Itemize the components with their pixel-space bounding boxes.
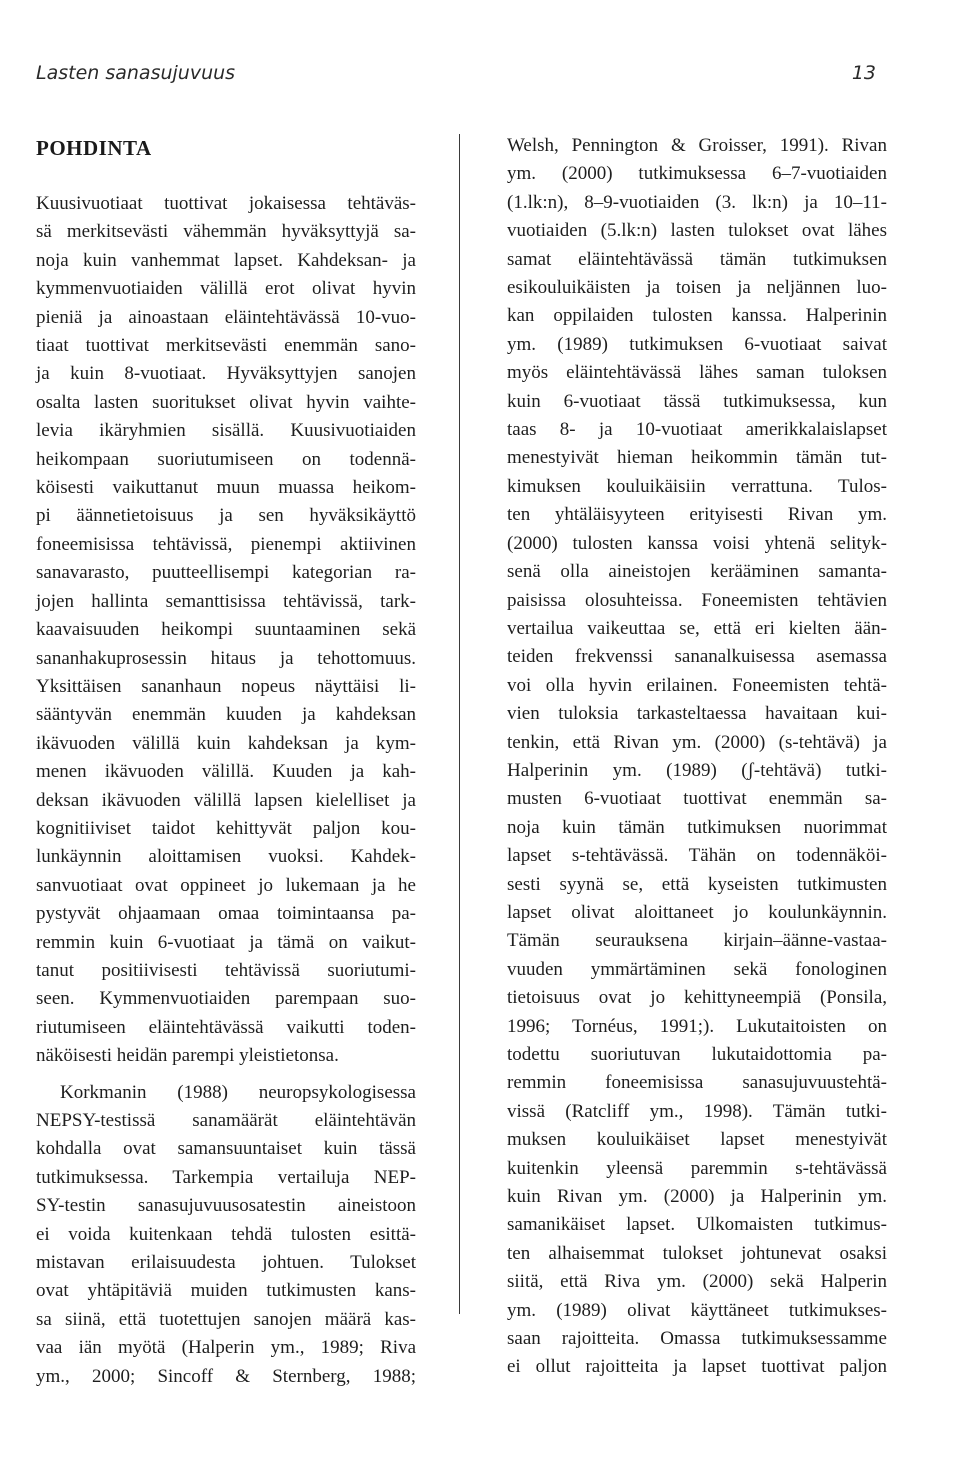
text-line: 1996; Tornéus, 1991;). Lukutaitoisten on	[507, 1015, 887, 1037]
text-line: NEPSY-testissä sanamäärät eläintehtävän	[36, 1110, 416, 1131]
text-line: Korkmanin (1988) neuropsykologisessa	[60, 1081, 416, 1103]
text-line: tietoisuus ovat jo kehittyneempiä (Ponsila,	[507, 987, 887, 1009]
text-line: musten 6-vuotiaat tuottivat enemmän sa-	[507, 788, 887, 810]
text-line: ovat yhtäpitäviä muiden tutkimusten kans-	[36, 1280, 416, 1302]
text-line: remmin foneemisissa sanasujuvuustehtä-	[507, 1072, 887, 1094]
text-line: ten yhtäläisyyteen erityisesti Rivan ym.	[507, 504, 887, 526]
text-line: kymmenvuotiaiden välillä erot olivat hyvin	[36, 278, 416, 300]
text-line: menestyivät hieman heikommin tämän tut-	[507, 447, 887, 469]
text-line: vertailua vaikeuttaa se, että eri kielten ään-	[507, 617, 887, 639]
text-line: myös eläintehtävässä lähes saman tuloksen	[507, 362, 887, 384]
column-divider	[459, 134, 460, 1314]
text-line: menen ikävuoden välillä. Kuuden ja kah-	[36, 761, 416, 783]
text-line: sä merkitsevästi vähemmän hyväksyttyjä sa-	[36, 221, 416, 243]
text-line: samanikäiset lapset. Ulkomaisten tutkimus-	[507, 1214, 887, 1236]
text-line: esikouluikäisten ja toisen ja neljännen luo-	[507, 277, 887, 299]
text-line: heikompaan suoriutumiseen on todennä-	[36, 448, 416, 470]
text-line: pystyvät ohjaamaan omaa toimintaansa pa-	[36, 903, 416, 925]
text-line: köisesti vaikuttanut muun muassa heikom-	[36, 477, 416, 499]
text-line: vien tuloksia tarkasteltaessa havaitaan kui-	[507, 703, 887, 725]
text-line: pieniä ja ainoastaan eläintehtävässä 10-vuo-	[36, 306, 416, 328]
text-line: vuuden ymmärtäminen sekä fonologinen	[507, 958, 887, 980]
text-line: (1.lk:n), 8–9-vuotiaiden (3. lk:n) ja 10–11-	[507, 191, 887, 213]
text-line: sääntyvän enemmän kuuden ja kahdeksan	[36, 704, 416, 726]
text-line: vuotiaiden (5.lk:n) lasten tulokset ovat lähes	[507, 220, 887, 242]
text-line: kuin Rivan ym. (2000) ja Halperinin ym.	[507, 1186, 887, 1208]
text-line: paisissa olosuhteissa. Foneemisten tehtävien	[507, 589, 887, 611]
text-line: Tämän seurauksena kirjain–äänne-vastaa-	[507, 930, 887, 952]
text-line: foneemisissa tehtävissä, pienempi aktiivinen	[36, 533, 416, 555]
text-line: kimuksen kouluikäisiin verrattuna. Tulos-	[507, 475, 887, 497]
text-line: SY-testin sanasujuvuusosatestin aineistoon	[36, 1195, 416, 1217]
text-line: kuitenkin yleensä paremmin s-tehtävässä	[507, 1157, 887, 1179]
text-line: remmin kuin 6-vuotiaat ja tämä on vaikut-	[36, 931, 416, 953]
running-head: Lasten sanasujuvuus	[36, 62, 236, 84]
text-line: lapset s-tehtävässä. Tähän on todennäköi-	[507, 845, 887, 867]
text-line: lapset olivat aloittaneet jo koulunkäynnin.	[507, 901, 887, 923]
text-line: todettu suoriutuvan lukutaidottomia pa-	[507, 1044, 887, 1065]
text-line: ei ollut rajoitteita ja lapset tuottivat paljon	[507, 1356, 887, 1378]
text-line: näköisesti heidän parempi yleistietonsa.	[36, 1045, 339, 1067]
text-line: Kuusivuotiaat tuottivat jokaisessa tehtäväs-	[36, 193, 416, 214]
text-line: osalta lasten suoritukset olivat hyvin vaihte-	[36, 391, 416, 413]
text-line: ym. (1989) tutkimuksen 6-vuotiaat saivat	[507, 333, 887, 355]
text-line: seen. Kymmenvuotiaiden parempaan suo-	[36, 988, 416, 1010]
text-line: taas 8- ja 10-vuotiaat amerikkalaislapset	[507, 419, 887, 441]
text-line: tiaat tuottivat merkitsevästi enemmän sano-	[36, 335, 416, 357]
text-line: kohdalla ovat samansuuntaiset kuin tässä	[36, 1138, 416, 1160]
page-number: 13	[851, 62, 876, 84]
text-line: kuin 6-vuotiaat tässä tutkimuksessa, kun	[507, 390, 887, 412]
text-line: pi äännetietoisuus ja sen hyväksikäyttö	[36, 505, 416, 527]
text-line: mistavan erilaisuudesta johtuen. Tulokset	[36, 1252, 416, 1274]
text-line: ten alhaisemmat tulokset johtunevat osaksi	[507, 1242, 887, 1264]
text-line: deksan ikävuoden välillä lapsen kielelliset ja	[36, 789, 416, 811]
text-line: ei voida kuitenkaan tehdä tulosten esittä-	[36, 1223, 416, 1245]
text-line: kaavaisuuden heikompi suuntaaminen sekä	[36, 619, 416, 641]
text-line: sanvuotiaat ovat oppineet jo lukemaan ja he	[36, 874, 416, 896]
text-line: ym. (1989) olivat käyttäneet tutkimukses-	[507, 1299, 887, 1321]
text-line: tutkimuksessa. Tarkempia vertailuja NEP-	[36, 1166, 416, 1188]
text-line: ja kuin 8-vuotiaat. Hyväksyttyjen sanojen	[36, 363, 416, 385]
text-line: riutumiseen eläintehtävässä vaikutti toden-	[36, 1016, 416, 1038]
text-line: noja kuin tämän tutkimuksen nuorimmat	[507, 816, 887, 838]
right-column	[507, 132, 887, 1382]
text-line: vaa iän myötä (Halperin ym., 1989; Riva	[36, 1337, 416, 1359]
text-line: sananhakuprosessin hitaus ja tehottomuus.	[36, 647, 416, 669]
text-line: samat eläintehtävässä tämän tutkimuksen	[507, 248, 887, 270]
text-line: ym., 2000; Sincoff & Sternberg, 1988;	[36, 1365, 416, 1387]
text-line: lunkäynnin aloittamisen vuoksi. Kahdek-	[36, 846, 416, 868]
paragraph-gap	[36, 1071, 416, 1079]
text-line: sa siinä, että tuotettujen sanojen määrä kas-	[36, 1308, 416, 1330]
text-line: kognitiiviset taidot kehittyvät paljon kou-	[36, 817, 416, 839]
text-line: siitä, että Riva ym. (2000) sekä Halperin	[507, 1271, 887, 1293]
text-line: noja kuin vanhemmat lapset. Kahdeksan- ja	[36, 249, 416, 271]
section-heading: POHDINTA	[36, 136, 152, 160]
text-line: (2000) tulosten kanssa voisi yhtenä selityk-	[507, 532, 887, 554]
text-line: saan rajoitteita. Omassa tutkimuksessamme	[507, 1328, 887, 1350]
text-line: teiden frekvenssi sananalkuisessa asemassa	[507, 646, 887, 668]
text-line: jojen hallinta semanttisissa tehtävissä, tark-	[36, 590, 416, 612]
left-column	[36, 190, 416, 1391]
text-line: kan oppilaiden tulosten kanssa. Halperinin	[507, 305, 887, 327]
text-line: ikävuoden välillä kuin kahdeksan ja kym-	[36, 732, 416, 754]
text-line: sanavarasto, puutteellisempi kategorian ra-	[36, 562, 416, 584]
text-line: ym. (2000) tutkimuksessa 6–7-vuotiaiden	[507, 163, 887, 185]
text-line: Halperinin ym. (1989) (ʃ-tehtävä) tutki-	[507, 759, 887, 781]
text-line: tanut positiivisesti tehtävissä suoriutumi-	[36, 959, 416, 981]
text-line: levia ikäryhmien sisällä. Kuusivuotiaiden	[36, 420, 416, 442]
text-line: sesti syynä se, että kyseisten tutkimusten	[507, 873, 887, 895]
text-line: Yksittäisen sananhaun nopeus näyttäisi li-	[36, 675, 416, 697]
text-line: senä olla aineistojen kerääminen samanta-	[507, 561, 887, 583]
text-line: tenkin, että Rivan ym. (2000) (s-tehtävä) ja	[507, 731, 887, 753]
text-line: muksen kouluikäiset lapset menestyivät	[507, 1129, 887, 1151]
text-line: voi olla hyvin erilainen. Foneemisten tehtä-	[507, 674, 887, 696]
text-line: Welsh, Pennington & Groisser, 1991). Rivan	[507, 135, 887, 156]
text-line: vissä (Ratcliff ym., 1998). Tämän tutki-	[507, 1100, 887, 1122]
